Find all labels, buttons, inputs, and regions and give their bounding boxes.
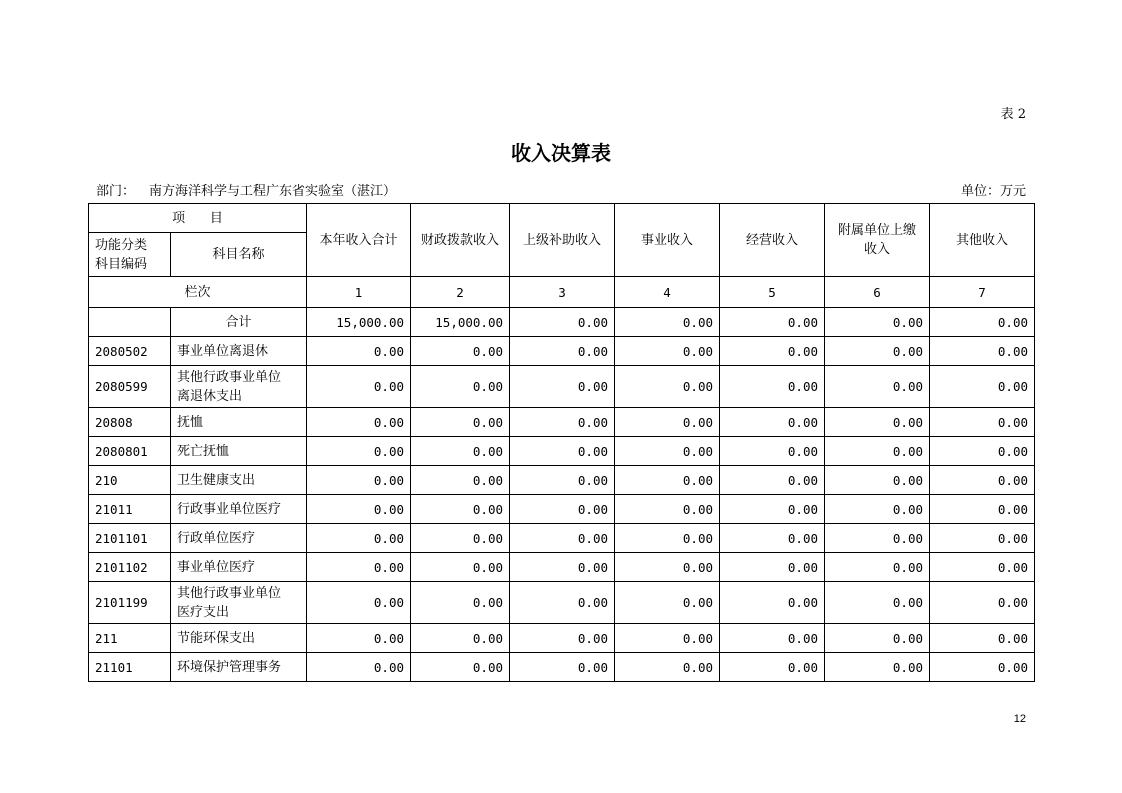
function-code-cell: 211 <box>89 624 171 653</box>
column-header: 附属单位上缴 收入 <box>825 204 930 277</box>
table-row <box>89 495 1035 524</box>
amount-cell: 0.00 <box>510 553 615 582</box>
amount-cell: 0.00 <box>510 408 615 437</box>
column-header: 事业收入 <box>615 204 720 277</box>
amount-cell: 0.00 <box>510 653 615 682</box>
amount-cell: 0.00 <box>411 653 510 682</box>
table-row <box>89 653 1035 682</box>
amount-cell: 0.00 <box>510 466 615 495</box>
amount-cell: 0.00 <box>411 337 510 366</box>
amount-cell: 0.00 <box>825 495 930 524</box>
amount-cell: 0.00 <box>307 437 411 466</box>
amount-cell: 0.00 <box>930 624 1035 653</box>
column-number: 4 <box>615 277 720 308</box>
total-value: 15,000.00 <box>411 308 510 337</box>
table-row <box>89 553 1035 582</box>
amount-cell: 0.00 <box>307 408 411 437</box>
table-row <box>89 337 1035 366</box>
amount-cell: 0.00 <box>510 495 615 524</box>
amount-cell: 0.00 <box>825 553 930 582</box>
column-number: 2 <box>411 277 510 308</box>
column-header: 本年收入合计 <box>307 204 411 277</box>
amount-cell: 0.00 <box>720 337 825 366</box>
department-name: 南方海洋科学与工程广东省实验室（湛江） <box>149 184 397 199</box>
amount-cell: 0.00 <box>720 653 825 682</box>
page-number: 12 <box>1013 713 1026 725</box>
table-row <box>89 624 1035 653</box>
column-header: 其他收入 <box>930 204 1035 277</box>
amount-cell: 0.00 <box>720 408 825 437</box>
amount-cell: 0.00 <box>307 653 411 682</box>
amount-cell: 0.00 <box>720 466 825 495</box>
column-number: 5 <box>720 277 825 308</box>
column-header: 财政拨款收入 <box>411 204 510 277</box>
function-code-header: 功能分类 科目编码 <box>89 233 171 277</box>
amount-cell: 0.00 <box>615 582 720 624</box>
subject-name-cell: 事业单位医疗 <box>171 553 307 582</box>
amount-cell: 0.00 <box>411 524 510 553</box>
table-meta <box>96 180 1026 199</box>
subject-name-cell: 其他行政事业单位 离退休支出 <box>171 366 307 408</box>
amount-cell: 0.00 <box>307 582 411 624</box>
subject-name-cell: 行政事业单位医疗 <box>171 495 307 524</box>
total-code-cell <box>89 308 171 337</box>
amount-cell: 0.00 <box>615 495 720 524</box>
amount-cell: 0.00 <box>825 337 930 366</box>
column-number: 6 <box>825 277 930 308</box>
total-value: 15,000.00 <box>307 308 411 337</box>
total-row <box>89 308 1035 337</box>
subject-name-cell: 节能环保支出 <box>171 624 307 653</box>
amount-cell: 0.00 <box>930 495 1035 524</box>
function-code-cell: 20808 <box>89 408 171 437</box>
column-number: 1 <box>307 277 411 308</box>
amount-cell: 0.00 <box>930 524 1035 553</box>
amount-cell: 0.00 <box>411 624 510 653</box>
subject-name-cell: 死亡抚恤 <box>171 437 307 466</box>
function-code-cell: 2101199 <box>89 582 171 624</box>
amount-cell: 0.00 <box>411 553 510 582</box>
amount-cell: 0.00 <box>930 553 1035 582</box>
amount-cell: 0.00 <box>510 582 615 624</box>
amount-cell: 0.00 <box>825 366 930 408</box>
amount-cell: 0.00 <box>510 366 615 408</box>
amount-cell: 0.00 <box>720 366 825 408</box>
amount-cell: 0.00 <box>510 624 615 653</box>
table-row <box>89 437 1035 466</box>
column-number: 7 <box>930 277 1035 308</box>
amount-cell: 0.00 <box>615 366 720 408</box>
subject-name-cell: 卫生健康支出 <box>171 466 307 495</box>
amount-cell: 0.00 <box>307 495 411 524</box>
department-label: 部门： <box>96 184 136 199</box>
function-code-cell: 210 <box>89 466 171 495</box>
table-row <box>89 524 1035 553</box>
total-value: 0.00 <box>930 308 1035 337</box>
total-value: 0.00 <box>510 308 615 337</box>
subject-name-cell: 抚恤 <box>171 408 307 437</box>
total-value: 0.00 <box>825 308 930 337</box>
total-value: 0.00 <box>720 308 825 337</box>
function-code-cell: 21011 <box>89 495 171 524</box>
amount-cell: 0.00 <box>307 524 411 553</box>
amount-cell: 0.00 <box>615 653 720 682</box>
amount-cell: 0.00 <box>510 524 615 553</box>
amount-cell: 0.00 <box>411 437 510 466</box>
table-row <box>89 366 1035 408</box>
amount-cell: 0.00 <box>411 495 510 524</box>
amount-cell: 0.00 <box>930 337 1035 366</box>
amount-cell: 0.00 <box>720 437 825 466</box>
amount-cell: 0.00 <box>615 624 720 653</box>
function-code-cell: 21101 <box>89 653 171 682</box>
total-label: 合计 <box>171 308 307 337</box>
amount-cell: 0.00 <box>411 466 510 495</box>
subject-name-cell: 行政单位医疗 <box>171 524 307 553</box>
amount-cell: 0.00 <box>411 408 510 437</box>
amount-cell: 0.00 <box>825 524 930 553</box>
table-number-label: 表 2 <box>1000 107 1026 122</box>
function-code-cell: 2101102 <box>89 553 171 582</box>
function-code-cell: 2080801 <box>89 437 171 466</box>
column-header: 经营收入 <box>720 204 825 277</box>
amount-cell: 0.00 <box>307 337 411 366</box>
amount-cell: 0.00 <box>720 582 825 624</box>
amount-cell: 0.00 <box>307 466 411 495</box>
amount-cell: 0.00 <box>720 524 825 553</box>
amount-cell: 0.00 <box>615 466 720 495</box>
amount-cell: 0.00 <box>307 553 411 582</box>
subject-name-cell: 事业单位离退休 <box>171 337 307 366</box>
amount-cell: 0.00 <box>825 466 930 495</box>
total-value: 0.00 <box>615 308 720 337</box>
amount-cell: 0.00 <box>825 437 930 466</box>
row-index-label: 栏次 <box>89 277 307 308</box>
page-title: 收入决算表 <box>511 141 611 165</box>
amount-cell: 0.00 <box>307 624 411 653</box>
amount-cell: 0.00 <box>825 408 930 437</box>
amount-cell: 0.00 <box>615 524 720 553</box>
amount-cell: 0.00 <box>510 337 615 366</box>
amount-cell: 0.00 <box>930 653 1035 682</box>
table-row <box>89 466 1035 495</box>
income-final-account-table <box>88 203 1035 682</box>
amount-cell: 0.00 <box>720 624 825 653</box>
amount-cell: 0.00 <box>930 366 1035 408</box>
department-info <box>96 180 396 199</box>
column-number: 3 <box>510 277 615 308</box>
subject-name-cell: 环境保护管理事务 <box>171 653 307 682</box>
amount-cell: 0.00 <box>825 624 930 653</box>
amount-cell: 0.00 <box>615 437 720 466</box>
amount-cell: 0.00 <box>720 495 825 524</box>
project-header: 项 目 <box>89 204 307 233</box>
amount-cell: 0.00 <box>510 437 615 466</box>
amount-cell: 0.00 <box>930 582 1035 624</box>
function-code-cell: 2080502 <box>89 337 171 366</box>
column-index-row <box>89 277 1035 308</box>
amount-cell: 0.00 <box>615 337 720 366</box>
function-code-cell: 2101101 <box>89 524 171 553</box>
header-row <box>89 204 1035 233</box>
unit-label: 单位：万元 <box>960 184 1026 199</box>
subject-name-header: 科目名称 <box>171 233 307 277</box>
amount-cell: 0.00 <box>825 653 930 682</box>
amount-cell: 0.00 <box>825 582 930 624</box>
column-header: 上级补助收入 <box>510 204 615 277</box>
amount-cell: 0.00 <box>411 366 510 408</box>
amount-cell: 0.00 <box>411 582 510 624</box>
amount-cell: 0.00 <box>930 466 1035 495</box>
function-code-cell: 2080599 <box>89 366 171 408</box>
table-row <box>89 408 1035 437</box>
amount-cell: 0.00 <box>307 366 411 408</box>
amount-cell: 0.00 <box>615 408 720 437</box>
amount-cell: 0.00 <box>930 437 1035 466</box>
amount-cell: 0.00 <box>615 553 720 582</box>
table-row <box>89 582 1035 624</box>
amount-cell: 0.00 <box>720 553 825 582</box>
subject-name-cell: 其他行政事业单位 医疗支出 <box>171 582 307 624</box>
amount-cell: 0.00 <box>930 408 1035 437</box>
